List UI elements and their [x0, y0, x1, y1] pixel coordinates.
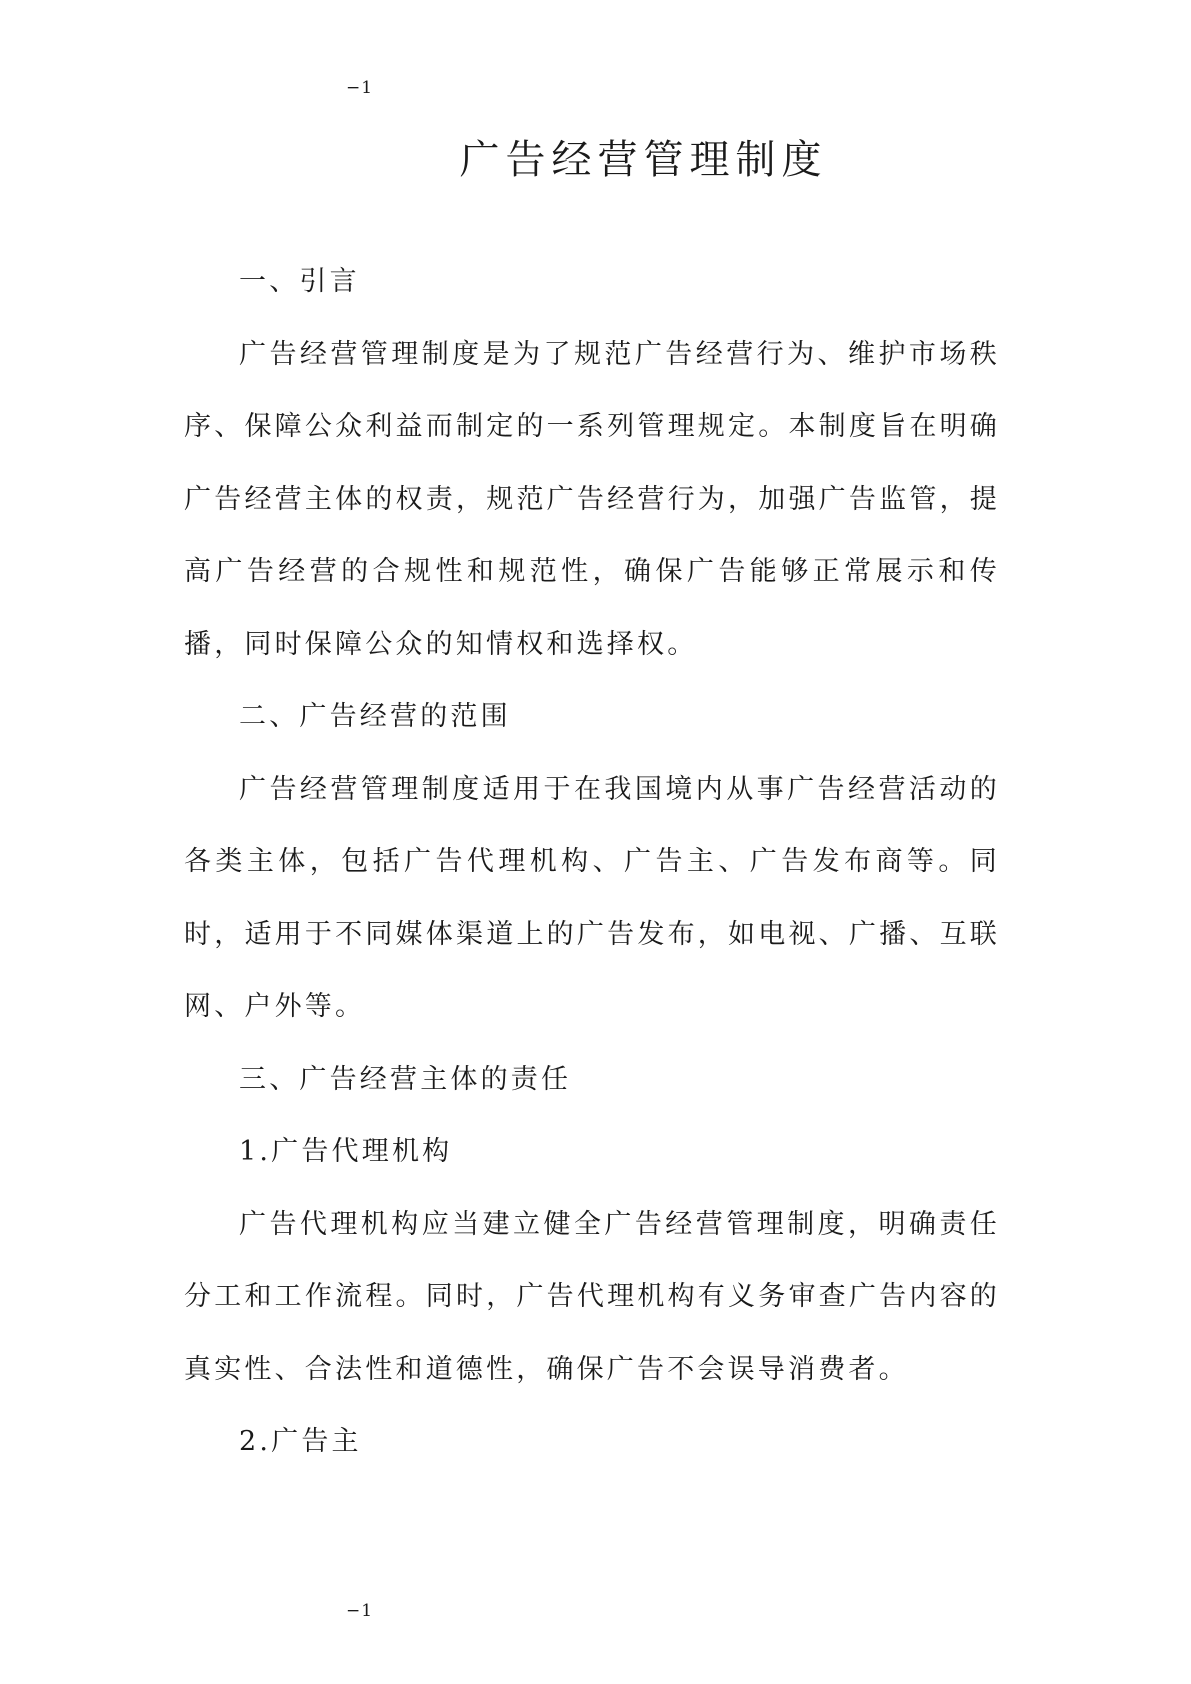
section-heading-introduction: 一、引言 [239, 266, 360, 297]
page-number-bottom: −1 [346, 1601, 374, 1621]
subheading-agency: 1.广告代理机构 [239, 1136, 453, 1167]
subheading-advertiser: 2.广告主 [239, 1426, 362, 1457]
page-number-top: −1 [346, 78, 374, 98]
section-heading-responsibilities: 三、广告经营主体的责任 [239, 1063, 572, 1095]
document-body [184, 246, 1000, 1479]
section-heading-scope: 二、广告经营的范围 [239, 701, 511, 732]
paragraph-agency: 广告代理机构应当建立健全广告经营管理制度，明确责任分工和工作流程。同时，广告代理机构有义务审查广告内容的真实性、合法性和道德性，确保广告不会误导消费者。 [184, 1208, 1000, 1385]
document-title: 广告经营管理制度 [459, 137, 828, 183]
paragraph-introduction: 广告经营管理制度是为了规范广告经营行为、维护市场秩序、保障公众利益而制定的一系列管理规定。本制度旨在明确广告经营主体的权责，规范广告经营行为，加强广告监管，提高广告经营的合规性和规范性，确保广告能够正常展示和传播，同时保障公众的知情权和选择权。 [184, 338, 1000, 660]
paragraph-scope: 广告经营管理制度适用于在我国境内从事广告经营活动的各类主体，包括广告代理机构、广告主、广告发布商等。同时，适用于不同媒体渠道上的广告发布，如电视、广播、互联网、户外等。 [184, 773, 1000, 1022]
